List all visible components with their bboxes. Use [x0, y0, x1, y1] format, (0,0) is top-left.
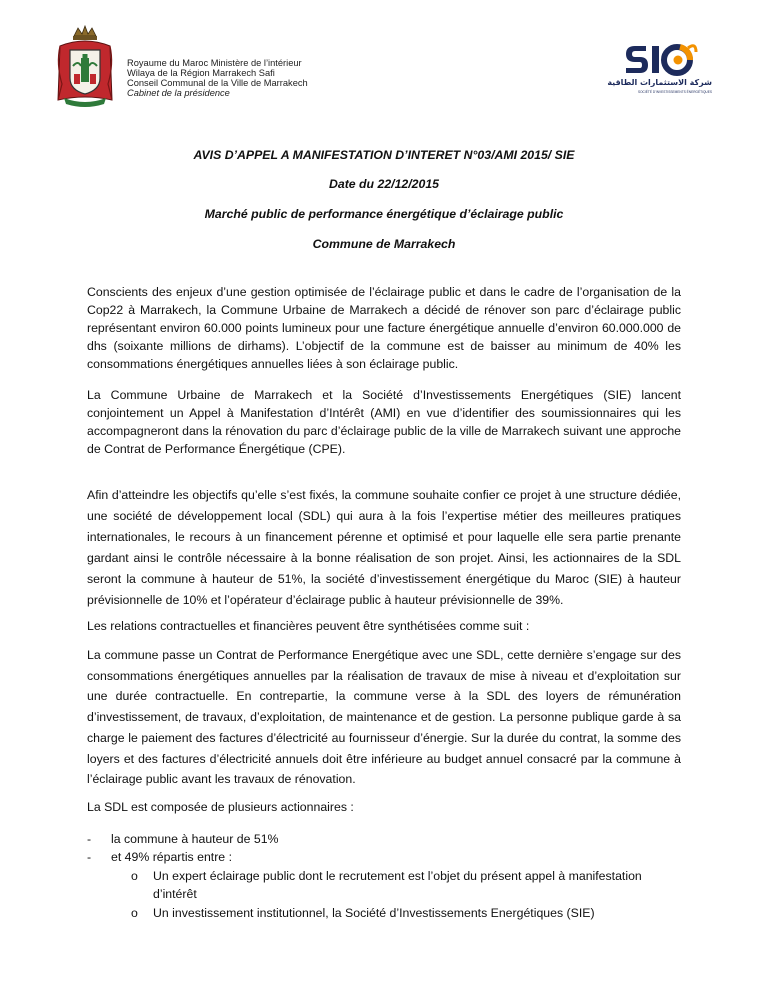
circle-bullet: o [131, 905, 138, 920]
sie-subtitle: SOCIÉTÉ D’INVESTISSEMENTS ÉNERGÉTIQUES [637, 90, 712, 94]
list-item-text: la commune à hauteur de 51% [111, 831, 279, 846]
paragraph-relations-intro: Les relations contractuelles et financières peuvent être synthétisées comme suit : [87, 619, 530, 633]
issuer-header [127, 58, 308, 98]
dash-bullet: - [87, 831, 92, 846]
notice-body [87, 283, 681, 922]
header-line-cabinet: Cabinet de la présidence [127, 88, 230, 98]
header-line-ministry: Royaume du Maroc Ministère de l’intérieur [127, 58, 302, 68]
header-line-council: Conseil Communal de la Ville de Marrakech [127, 78, 308, 88]
sublist-item-text: Un expert éclairage public dont le recrutement est l’objet du présent appel à manifestation d’intérêt [153, 868, 642, 901]
notice-date: Date du 22/12/2015 [328, 177, 440, 191]
sublist-item-text: Un investissement institutionnel, la Société d’Investissements Energétiques (SIE) [153, 905, 595, 920]
shareholders-list [87, 830, 681, 922]
sublist [131, 867, 681, 922]
circle-bullet: o [131, 868, 138, 883]
paragraph-sdl: Afin d’atteindre les objectifs qu’elle s’est fixés, la commune souhaite confier ce projet à une structure dédiée, une société de développement local (SDL) qui aura à la fois l’expertise métier des meilleures pratiques internationales, le recours à un financement pérenne et optimisé et pour laquelle elle sera partie prenante gardant ainsi le contrôle nécessaire à la bonne réalisation de son projet. Ainsi, les actionnaires de la SDL seront la commune à hauteur de 51%, la société d’investissement énergétique du Maroc (SIE) à hauteur prévisionnelle de 10% et l’opérateur d’éclairage public à hauteur prévisionnelle de 39%. [87, 488, 681, 607]
notice-title: AVIS D’APPEL A MANIFESTATION D’INTERET N°03/AMI 2015/ SIE [193, 148, 575, 162]
paragraph-shareholders-intro: La SDL est composée de plusieurs actionnaires : [87, 799, 354, 814]
list-item [87, 848, 681, 922]
list-item-text: et 49% répartis entre : [111, 849, 232, 864]
dash-bullet: - [87, 849, 92, 864]
sublist-item [131, 867, 681, 903]
paragraph-ami: La Commune Urbaine de Marrakech et la Société d’Investissements Energétiques (SIE) lancent conjointement un Appel à Manifestation d’Intérêt (AMI) en vue d’identifier des soumissionnaires qui les accompagneront dans la rénovation du parc d’éclairage public de la ville de Marrakech suivant une approche de Contrat de Performance Énergétique (CPE). [87, 388, 681, 456]
paragraph-context: Conscients des enjeux d’une gestion optimisée de l’éclairage public et dans le cadre de l’organisation de la Cop22 à Marrakech, la Commune Urbaine de Marrakech a décidé de rénover son parc d’éclairage public représentant environ 60.000 points lumineux pour une facture énergétique annuelle d’environ 60.000.000 de dhs (soixante millions de dirhams). L’objectif de la commune est de baisser au minimum de 40% les consommations énergétiques annuelles liées à son éclairage public. [87, 285, 681, 371]
sie-company-logo [607, 38, 718, 100]
list-item [87, 830, 681, 848]
notice-subject: Marché public de performance énergétique d’éclairage public [204, 207, 564, 221]
notice-commune: Commune de Marrakech [312, 237, 456, 251]
header-line-wilaya: Wilaya de la Région Marrakech Safi [127, 68, 275, 78]
paragraph-cpe: La commune passe un Contrat de Performance Energétique avec une SDL, cette dernière s’engage sur des consommations énergétiques annuelles par la réalisation de travaux de mise à niveau et d’exploitation sur une durée contractuelle. En contrepartie, la commune verse à la SDL des loyers de rémunération d’investissement, de travaux, d’exploitation, de maintenance et de gestion. La personne publique garde à sa charge le paiement des factures d’électricité au fournisseur d’énergie. Sur la durée du contrat, la somme des loyers et des factures d’électricité annuels doit être inférieure au budget annuel consacré par la commune à l’éclairage public avant les travaux de rénovation. [87, 648, 681, 787]
sublist-item [131, 904, 681, 922]
marrakech-coat-of-arms-emblem [54, 24, 116, 108]
sie-arabic-name: شركة الاستثمارات الطاقية [607, 78, 712, 87]
